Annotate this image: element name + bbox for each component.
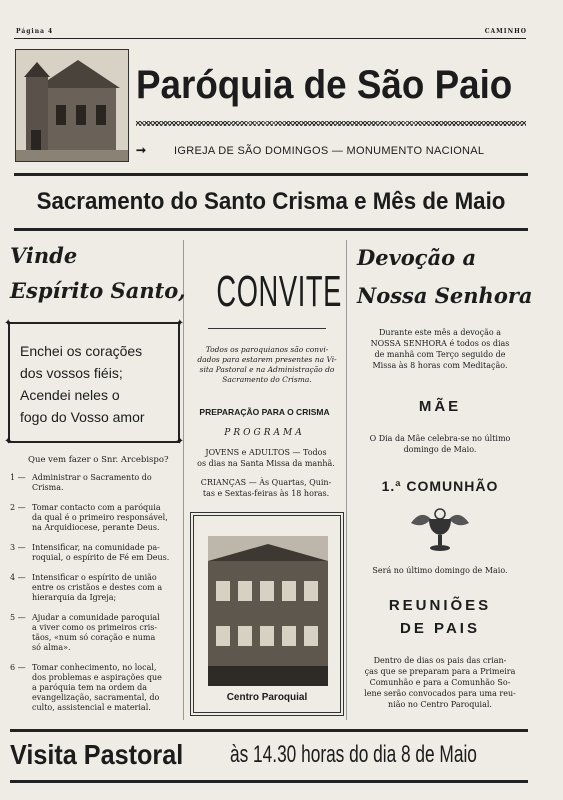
photo-caption: Centro Paroquial: [226, 692, 308, 703]
paper-name: CAMINHO: [484, 28, 527, 35]
script-heading: Devoção a: [357, 245, 477, 270]
column-divider: [183, 240, 184, 720]
footer-rule-top: [10, 729, 528, 732]
column-divider: [346, 240, 347, 720]
footer-rule-bottom: [10, 780, 528, 783]
prayer-line: Acendei neles o: [20, 387, 120, 403]
reunioes-text: Dentro de dias os pais das crian- ças que se preparam para a Primeira Comunhão e para a Comunhão So- lene serão convocados para uma reu- nião no Centro Paroquial.: [364, 656, 516, 709]
footer-bold: Visita Pastoral: [10, 739, 184, 770]
prayer-line: dos vossos fiéis;: [20, 365, 123, 381]
convite-intro: Todos os paroquianos são convi- dados para estarem presentes na Vi- sita Pastoral e na Administração do Sacramento do Crisma.: [197, 345, 337, 384]
comunhao-title: 1.ª COMUNHÃO: [381, 478, 499, 494]
script-heading: Vinde: [10, 243, 78, 268]
criancas-text: CRIANÇAS — Às Quartas, Quin- tas e Sextas-feiras às 18 horas.: [200, 478, 332, 498]
ornament-icon: ✦: [175, 318, 184, 329]
prayer-line: Enchei os corações: [20, 343, 143, 359]
jovens-text: JOVENS e ADULTOS — Todos os dias na Santa Missa da manhã.: [197, 448, 335, 468]
photo-frame: [190, 512, 344, 716]
headline-rule: [14, 228, 528, 231]
comunhao-text: Será no último domingo de Maio.: [372, 566, 508, 575]
mae-text: O Dia da Mãe celebra-se no último domingo de Maio.: [369, 434, 511, 454]
ornament-icon: ✦: [4, 436, 13, 447]
masthead-title: Paróquia de São Paio: [136, 63, 513, 107]
chalice-icon: [407, 505, 473, 555]
page-label: Página 4: [16, 28, 54, 35]
church-photo: [15, 49, 129, 162]
programa-label: PROGRAMA: [224, 428, 305, 438]
prep-title: PREPARAÇÃO PARA O CRISMA: [199, 407, 330, 417]
left-list: 1 — Administrar o Sacramento do Crisma. 2 — Tomar contacto com a paróquia da qual é o primeiro responsável, na Arquidiocese, perante Deus. 3 — Intensificar, na comunidade pa- roquial, o espírito de Fé em Deus. 4 — Intensificar o espírito de união entre os cristãos e destes com a hierarquia da Igreja; 5 — Ajudar a comunidade paroquial a viver como os primeiros cris- tãos, «num só coração e numa só alma». 6 — Tomar conhecimento, no local, dos problemas e aspirações que a paróquia tem na ordem da evangelização, sacramental, do culto, assistencial e material.: [10, 473, 170, 712]
script-heading: Nossa Senhora: [357, 283, 533, 308]
masthead-rule: [14, 173, 528, 176]
top-rule: [14, 38, 526, 39]
devocao-text: Durante este mês a devoção a NOSSA SENHORA é todos os dias de manhã com Terço seguido de Missa às 8 horas com Meditação.: [370, 328, 510, 370]
mae-title: MÃE: [418, 398, 462, 415]
headline: Sacramento do Santo Crisma e Mês de Maio: [36, 188, 506, 215]
centro-paroquial-photo: [208, 536, 328, 686]
script-heading: Espírito Santo,: [10, 278, 186, 303]
masthead-subtitle: IGREJA DE SÃO DOMINGOS — MONUMENTO NACIONAL: [174, 145, 485, 157]
reunioes-title: DE PAIS: [400, 620, 480, 637]
ornament-rule: [136, 121, 526, 126]
question: Que vem fazer o Snr. Arcebispo?: [28, 455, 169, 465]
prayer-box: [4, 318, 184, 447]
prayer-line: fogo do Vosso amor: [20, 409, 145, 425]
convite-title: CONVITE: [216, 267, 342, 316]
footer-banner: [10, 739, 528, 775]
arrow-icon: ➞: [136, 143, 147, 157]
convite-rule: [208, 328, 326, 329]
ornament-icon: ✦: [175, 436, 184, 447]
footer-rest: às 14.30 horas do dia 8 de Maio: [230, 741, 477, 768]
ornament-icon: ✦: [4, 318, 13, 329]
reunioes-title: REUNIÕES: [388, 597, 492, 614]
